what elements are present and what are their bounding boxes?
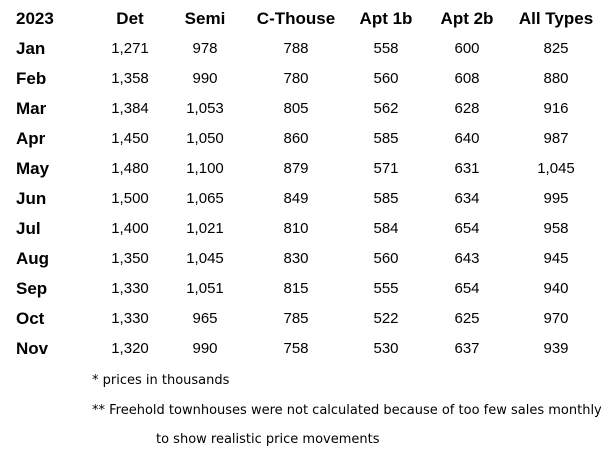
month-label: Jul: [16, 219, 41, 238]
cell-c-thouse: 849: [283, 190, 309, 207]
column-header-apt-1b: Apt 1b: [359, 9, 413, 28]
month-label: Nov: [16, 339, 49, 358]
cell-apt-1b: 558: [373, 40, 399, 57]
cell-c-thouse: 805: [283, 100, 309, 117]
cell-apt-1b: 562: [373, 100, 399, 117]
month-label: Sep: [16, 279, 48, 298]
cell-apt-1b: 584: [373, 220, 399, 237]
column-header-semi: Semi: [184, 9, 226, 28]
cell-apt-1b: 571: [373, 160, 399, 177]
cell-det: 1,330: [111, 310, 149, 327]
cell-apt-1b: 560: [373, 70, 399, 87]
cell-semi: 1,050: [186, 130, 224, 147]
cell-apt-2b: 625: [454, 310, 480, 327]
cell-semi: 1,065: [186, 190, 224, 207]
column-header-all-types: All Types: [518, 9, 594, 28]
table-row: [0, 304, 613, 334]
table-row: [0, 334, 613, 364]
cell-apt-2b: 608: [454, 70, 480, 87]
cell-all-types: 939: [543, 340, 569, 357]
cell-semi: 990: [192, 340, 218, 357]
footnote-prices: * prices in thousands: [92, 373, 230, 388]
cell-all-types: 945: [543, 250, 569, 267]
cell-semi: 1,045: [186, 250, 224, 267]
column-header-det: Det: [116, 9, 144, 28]
cell-all-types: 825: [543, 40, 569, 57]
month-label: Oct: [16, 309, 45, 328]
month-label: Mar: [16, 99, 47, 118]
cell-c-thouse: 758: [283, 340, 309, 357]
cell-det: 1,480: [111, 160, 149, 177]
cell-apt-1b: 522: [373, 310, 399, 327]
table-row: [0, 124, 613, 154]
cell-apt-2b: 634: [454, 190, 480, 207]
table-row: [0, 154, 613, 184]
cell-det: 1,500: [111, 190, 149, 207]
table-row: [0, 94, 613, 124]
cell-c-thouse: 788: [283, 40, 309, 57]
cell-apt-2b: 631: [454, 160, 480, 177]
month-label: Feb: [16, 69, 47, 88]
cell-all-types: 987: [543, 130, 569, 147]
column-header-c-thouse: C-Thouse: [256, 9, 336, 28]
cell-det: 1,350: [111, 250, 149, 267]
table-row: [0, 34, 613, 64]
footnote-townhouses: ** Freehold townhouses were not calculated because of too few sales monthly: [92, 403, 602, 418]
cell-apt-2b: 640: [454, 130, 480, 147]
cell-apt-1b: 560: [373, 250, 399, 267]
month-label: Apr: [16, 129, 46, 148]
cell-apt-2b: 628: [454, 100, 480, 117]
column-header-apt-2b: Apt 2b: [440, 9, 494, 28]
table-row: [0, 244, 613, 274]
cell-det: 1,358: [111, 70, 149, 87]
table-row: [0, 184, 613, 214]
cell-all-types: 880: [543, 70, 569, 87]
cell-c-thouse: 879: [283, 160, 309, 177]
cell-semi: 1,021: [186, 220, 224, 237]
cell-det: 1,384: [111, 100, 149, 117]
month-label: May: [16, 159, 50, 178]
cell-det: 1,450: [111, 130, 149, 147]
cell-apt-2b: 637: [454, 340, 480, 357]
cell-apt-2b: 654: [454, 220, 480, 237]
cell-semi: 978: [192, 40, 218, 57]
cell-det: 1,400: [111, 220, 149, 237]
cell-all-types: 958: [543, 220, 569, 237]
cell-det: 1,271: [111, 40, 149, 57]
cell-apt-1b: 585: [373, 190, 399, 207]
cell-c-thouse: 810: [283, 220, 309, 237]
month-label: Aug: [16, 249, 50, 268]
cell-apt-2b: 654: [454, 280, 480, 297]
cell-c-thouse: 785: [283, 310, 309, 327]
month-label: Jan: [16, 39, 46, 58]
footnote-townhouses-continued: to show realistic price movements: [156, 432, 380, 447]
cell-apt-2b: 600: [454, 40, 480, 57]
cell-semi: 965: [192, 310, 218, 327]
year-header: 2023: [16, 9, 54, 28]
cell-det: 1,330: [111, 280, 149, 297]
cell-all-types: 995: [543, 190, 569, 207]
cell-semi: 1,051: [186, 280, 224, 297]
cell-semi: 1,053: [186, 100, 224, 117]
cell-all-types: 916: [543, 100, 569, 117]
cell-c-thouse: 830: [283, 250, 309, 267]
cell-all-types: 1,045: [537, 160, 575, 177]
table-header-row: [0, 4, 613, 34]
cell-apt-1b: 555: [373, 280, 399, 297]
table-row: [0, 214, 613, 244]
cell-c-thouse: 815: [283, 280, 309, 297]
cell-all-types: 940: [543, 280, 569, 297]
cell-semi: 1,100: [186, 160, 224, 177]
month-label: Jun: [16, 189, 47, 208]
cell-c-thouse: 860: [283, 130, 309, 147]
cell-det: 1,320: [111, 340, 149, 357]
cell-all-types: 970: [543, 310, 569, 327]
cell-apt-1b: 530: [373, 340, 399, 357]
cell-semi: 990: [192, 70, 218, 87]
cell-apt-1b: 585: [373, 130, 399, 147]
table-row: [0, 64, 613, 94]
table-row: [0, 274, 613, 304]
cell-c-thouse: 780: [283, 70, 309, 87]
cell-apt-2b: 643: [454, 250, 480, 267]
